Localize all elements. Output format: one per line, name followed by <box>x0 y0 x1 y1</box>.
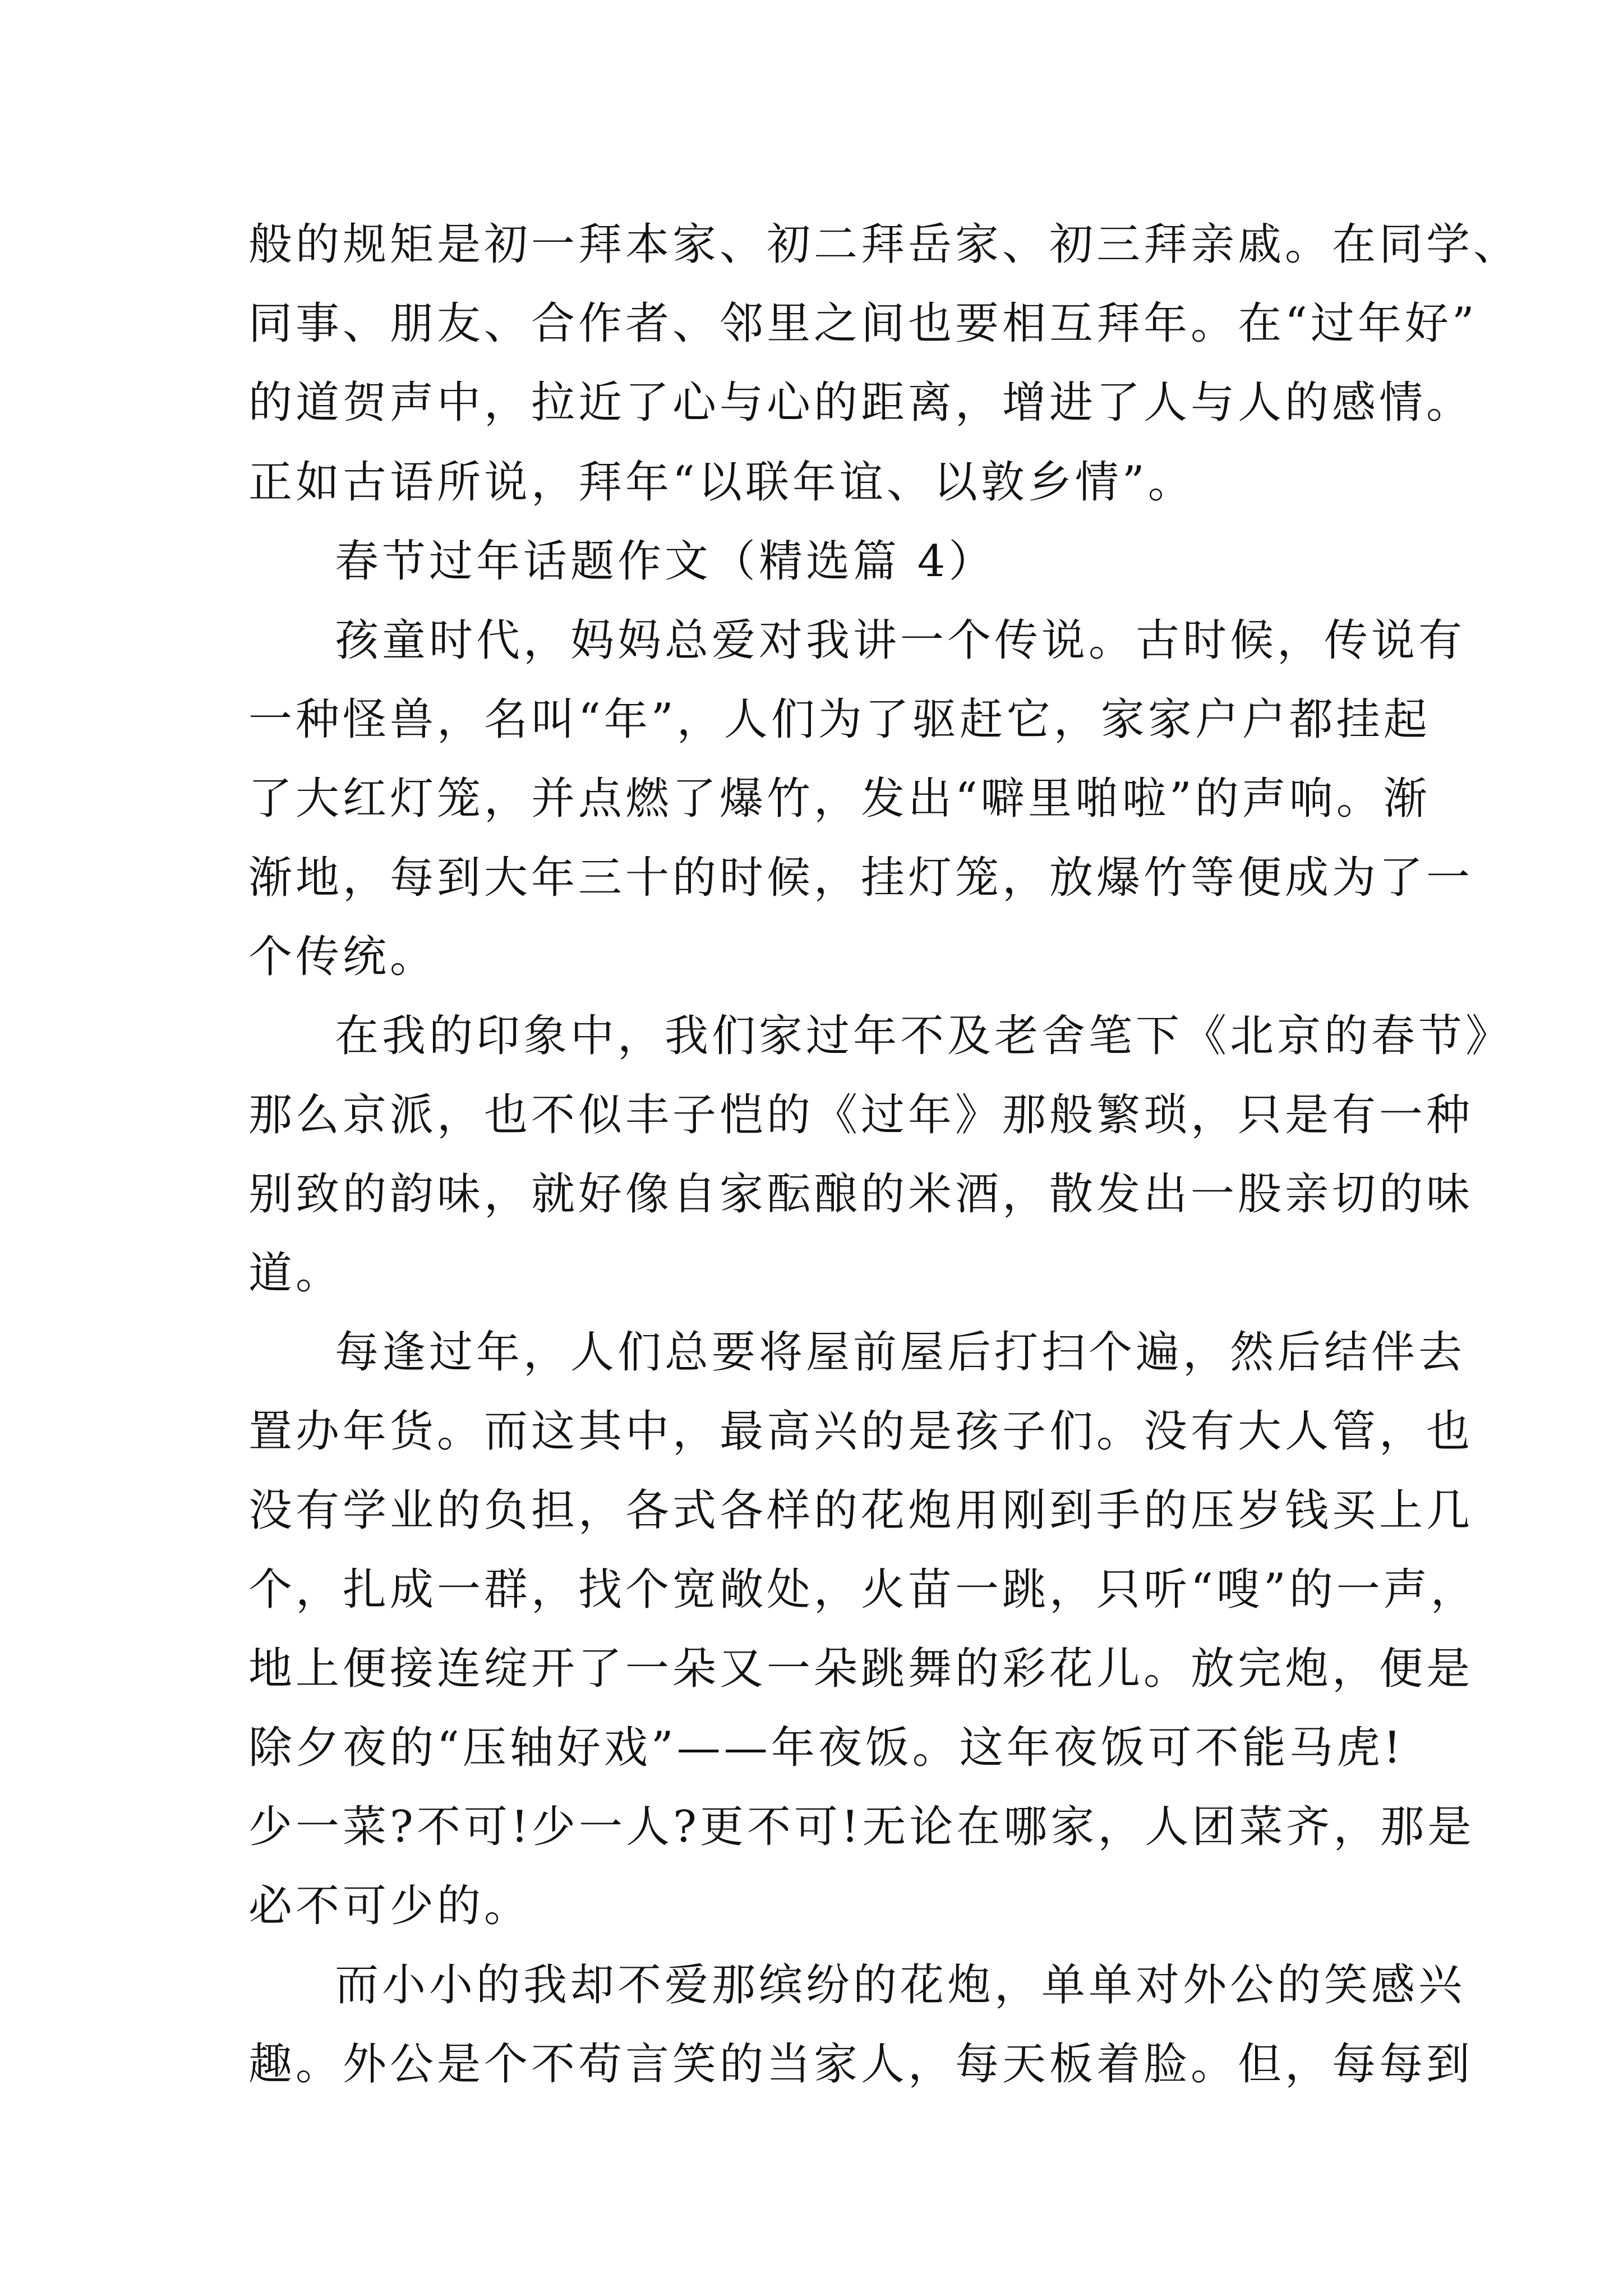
text-line: 除夕夜的“压轴好戏”——年夜饭。这年夜饭可不能马虎! <box>248 1723 1405 1773</box>
text-line: 而小小的我却不爱那缤纷的花炮，单单对外公的笑感兴 <box>335 1960 1466 2010</box>
text-line: 了大红灯笼，并点燃了爆竹，发出“噼里啪啦”的声响。渐 <box>248 774 1431 824</box>
text-line: 必不可少的。 <box>248 1881 532 1931</box>
text-line: 别致的韵味，就好像自家酝酿的米酒，散发出一股亲切的味 <box>248 1169 1474 1220</box>
section-heading: 春节过年话题作文（精选篇 4） <box>335 536 996 587</box>
text-line: 个传统。 <box>248 932 437 982</box>
text-line: 道。 <box>248 1248 343 1299</box>
text-line: 少一菜?不可!少一人?更不可!无论在哪家，人团菜齐，那是 <box>248 1802 1475 1852</box>
text-line: 置办年货。而这其中，最高兴的是孩子们。没有大人管，也 <box>248 1406 1474 1457</box>
text-line: 孩童时代，妈妈总爱对我讲一个传说。古时候，传说有 <box>335 615 1466 666</box>
text-line: 的道贺声中，拉近了心与心的距离，增进了人与人的感情。 <box>248 378 1474 428</box>
text-line: 在我的印象中，我们家过年不及老舍笔下《北京的春节》 <box>335 1011 1513 1061</box>
text-line: 正如古语所说，拜年“以联年谊、以敦乡情”。 <box>248 457 1195 508</box>
text-line: 渐地，每到大年三十的时候，挂灯笼，放爆竹等便成为了一 <box>248 853 1474 903</box>
text-line: 那么京派，也不似丰子恺的《过年》那般繁琐，只是有一种 <box>248 1090 1474 1140</box>
text-line: 个，扎成一群，找个宽敞处，火苗一跳，只听“嗖”的一声， <box>248 1565 1478 1615</box>
text-line: 一种怪兽，名叫“年”，人们为了驱赶它，家家户户都挂起 <box>248 694 1431 745</box>
text-line: 地上便接连绽开了一朵又一朵跳舞的彩花儿。放完炮，便是 <box>248 1644 1474 1694</box>
text-line: 般的规矩是初一拜本家、初二拜岳家、初三拜亲戚。在同学、 <box>248 219 1521 270</box>
text-line: 没有学业的负担，各式各样的花炮用刚到手的压岁钱买上几 <box>248 1485 1474 1536</box>
text-line: 每逢过年，人们总要将屋前屋后打扫个遍，然后结伴去 <box>335 1327 1466 1378</box>
text-line: 同事、朋友、合作者、邻里之间也要相互拜年。在“过年好” <box>248 298 1478 349</box>
text-line: 趣。外公是个不苟言笑的当家人，每天板着脸。但，每每到 <box>248 2039 1474 2090</box>
